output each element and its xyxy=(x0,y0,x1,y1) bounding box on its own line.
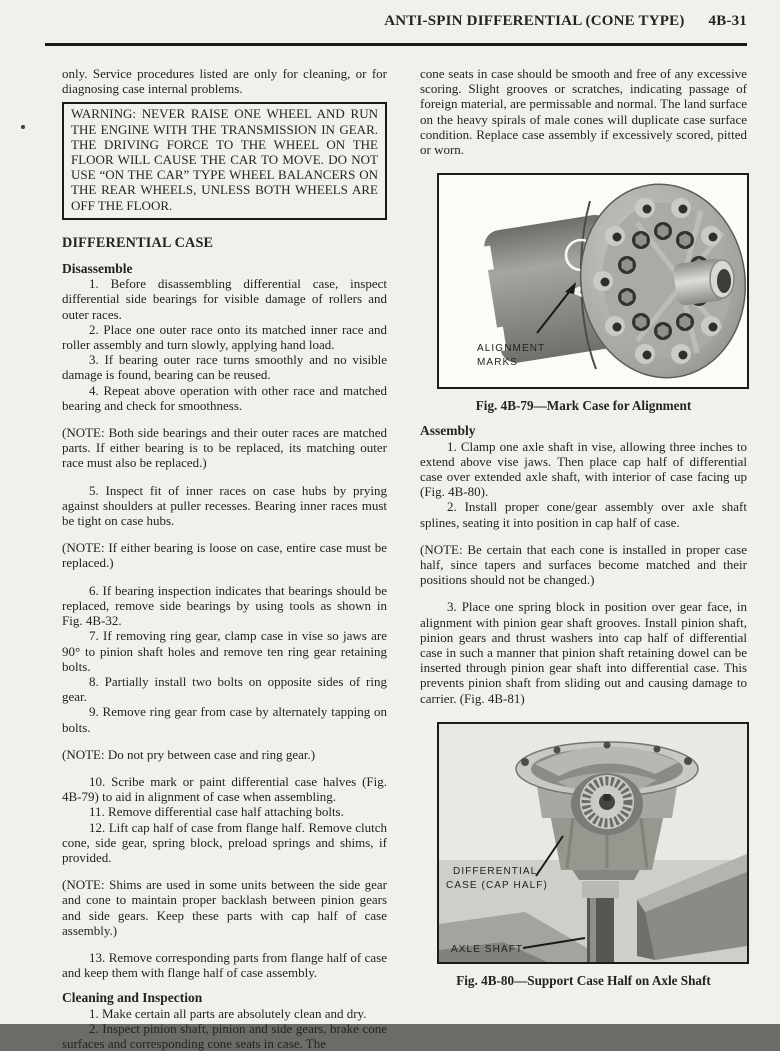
note-matched-parts: (NOTE: Both side bearings and their outer races are matched parts. If either bearing is to be replaced, its matching outer race must also be replaced.) xyxy=(62,425,387,471)
disassemble-step-2: 2. Place one outer race onto its matched inner race and roller assembly and turn slowly, applying hand load. xyxy=(62,321,387,353)
alignment-marks-label-line1: ALIGNMENT xyxy=(477,343,546,355)
disassemble-step-5: 5. Inspect fit of inner races on case hubs by prying against shoulders at puller recesses. Bearing inner races must be tight on case hubs. xyxy=(62,482,387,529)
axle-shaft-label: AXLE SHAFT xyxy=(451,943,524,955)
cleaning-step-2: 2. Inspect pinion shaft, pinion and side gears, brake cone surfaces and corresponding cone seats in case. The xyxy=(62,1020,387,1051)
ink-speck xyxy=(21,125,25,129)
assembly-step-3: 3. Place one spring block in position over gear face, in alignment with pinion gear shaft grooves. Install pinion shaft, pinion gears and thrust washers into cap half of differential case in such a manner that pinion shaft retaining dowel can be inserted through pinion gear shaft into differential case. This prevents pinion shaft from sliding out and causing damage to carrier. (Fig. 4B-81) xyxy=(420,599,747,706)
differential-case-label-line1: DIFFERENTIAL xyxy=(453,865,538,877)
left-column xyxy=(62,66,387,1051)
alignment-marks-label-line2: MARKS xyxy=(477,357,519,369)
case-half-on-axle-photo xyxy=(439,724,747,962)
differential-case-photo xyxy=(439,175,747,387)
note-do-not-pry: (NOTE: Do not pry between case and ring gear.) xyxy=(62,746,316,762)
subheading-assembly: Assembly xyxy=(420,423,476,439)
right-column xyxy=(420,66,747,988)
page-title: ANTI-SPIN DIFFERENTIAL (CONE TYPE) xyxy=(384,13,685,29)
note-loose-bearing: (NOTE: If either bearing is loose on case, entire case must be replaced.) xyxy=(62,540,387,571)
figure-4b80 xyxy=(437,722,749,964)
disassemble-step-6: 6. If bearing inspection indicates that bearings should be replaced, remove side bearings by using tools as shown in Fig. 4B-32. xyxy=(62,582,387,629)
disassemble-step-13: 13. Remove corresponding parts from flange half of case and keep them with flange half of case assembly. xyxy=(62,949,387,981)
disassemble-step-4: 4. Repeat above operation with other race and matched bearing and check for smoothness. xyxy=(62,382,387,413)
assembly-step-2: 2. Install proper cone/gear assembly over axle shaft splines, seating it into position in cap half of case. xyxy=(420,499,747,530)
warning-box xyxy=(62,102,387,219)
note-cone-position: (NOTE: Be certain that each cone is installed in proper case half, since tapers and surfaces become matched and their positions should not be changed.) xyxy=(420,541,747,588)
disassemble-step-12: 12. Lift cap half of case from flange half. Remove clutch cone, side gear, spring block, preload springs and shims, if provided. xyxy=(62,819,387,865)
disassemble-step-1: 1. Before disassembling differential case, inspect differential side bearings for visible damage of rollers and outer races. xyxy=(62,276,387,322)
disassemble-step-7: 7. If removing ring gear, clamp case in vise so jaws are 90° to pinion shaft holes and remove ten ring gear retaining bolts. xyxy=(62,628,387,674)
cone-seats-paragraph: cone seats in case should be smooth and free of any excessive scoring. Slight grooves or scratches, indicating passage of foreign material, are permissable and normal. The land surface on the heavy spirals of male cones will duplicate case surface condition. Replace case assembly if excessively scored, pitted or worn. xyxy=(420,66,747,158)
section-heading-differential-case: DIFFERENTIAL CASE xyxy=(62,234,214,251)
disassemble-step-8: 8. Partially install two bolts on opposite sides of ring gear. xyxy=(62,673,387,705)
disassemble-step-9: 9. Remove ring gear from case by alternately tapping on bolts. xyxy=(62,704,387,735)
page-header xyxy=(384,13,747,30)
differential-case-label-line2: CASE (CAP HALF) xyxy=(446,879,548,891)
intro-paragraph: only. Service procedures listed are only for cleaning, or for diagnosing case internal problems. xyxy=(62,66,387,97)
disassemble-step-11: 11. Remove differential case half attaching bolts. xyxy=(89,804,344,820)
page-number: 4B-31 xyxy=(708,13,747,29)
figure-caption-4b79: Fig. 4B-79—Mark Case for Alignment xyxy=(475,398,692,414)
figure-caption-4b80: Fig. 4B-80—Support Case Half on Axle Shaft xyxy=(456,972,711,988)
disassemble-step-3: 3. If bearing outer race turns smoothly and no visible damage is found, bearing can be reused. xyxy=(62,352,387,383)
header-rule xyxy=(45,43,747,46)
warning-text: WARNING: NEVER RAISE ONE WHEEL AND RUN THE ENGINE WITH THE TRANSMISSION IN GEAR. THE DRIVING FORCE TO THE WHEEL ON THE FLOOR WILL CAUSE THE CAR TO MOVE. DO NOT USE “ON THE CAR” TYPE WHEEL BALANCERS ON THE REAR WHEELS, UNLESS BOTH WHEELS ARE OFF THE FLOOR. xyxy=(71,106,378,213)
assembly-step-1: 1. Clamp one axle shaft in vise, allowing three inches to extend above vise jaws. Then place cap half of differential case over extended axle shaft, with interior of case facing up (Fig. 4B-80). xyxy=(420,438,747,500)
subheading-disassemble: Disassemble xyxy=(62,261,133,277)
disassemble-step-10: 10. Scribe mark or paint differential case halves (Fig. 4B-79) to aid in alignment of case when assembling. xyxy=(62,773,387,805)
cleaning-step-1: 1. Make certain all parts are absolutely clean and dry. xyxy=(89,1005,367,1021)
axle-shaft-graphic xyxy=(582,876,619,962)
subheading-cleaning-inspection: Cleaning and Inspection xyxy=(62,990,203,1006)
figure-4b79 xyxy=(437,173,749,389)
note-shims: (NOTE: Shims are used in some units between the side gear and cone to maintain proper backlash between pinion gears and side gears. Keep these parts with cap half of case assembly.) xyxy=(62,877,387,938)
